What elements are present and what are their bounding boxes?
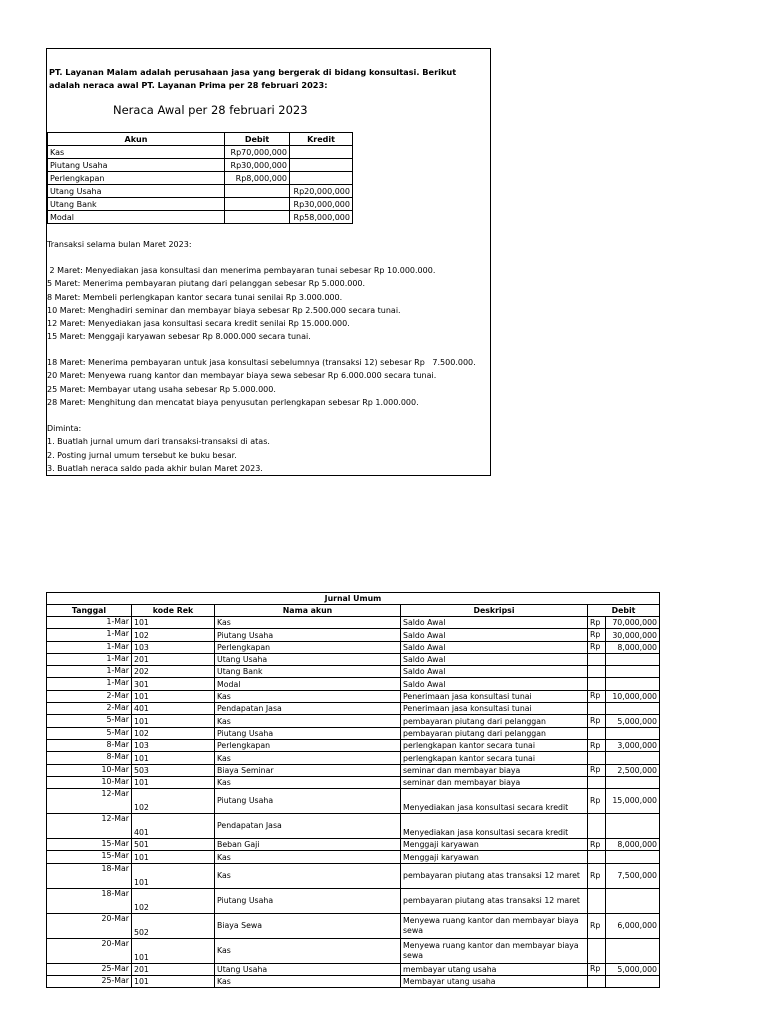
- diminta-line: 1. Buatlah jurnal umum dari transaksi-transaksi di atas.: [47, 437, 270, 447]
- journal-debit: [606, 976, 660, 988]
- journal-nama: Perlengkapan: [215, 641, 401, 653]
- neraca-debit: Rp70,000,000: [225, 146, 290, 159]
- table-row: [47, 789, 660, 814]
- table-row: [47, 690, 660, 702]
- journal-debit: [606, 727, 660, 739]
- journal-tanggal: 15-Mar: [47, 851, 132, 863]
- journal-kode: 101: [132, 690, 215, 702]
- journal-deskripsi: Menyewa ruang kantor dan membayar biaya sewa: [401, 938, 588, 963]
- journal-rp: [588, 727, 606, 739]
- transactions-heading: Transaksi selama bulan Maret 2023:: [47, 240, 192, 249]
- journal-nama: Kas: [215, 617, 401, 629]
- journal-rp: Rp: [588, 839, 606, 851]
- journal-deskripsi: pembayaran piutang dari pelanggan: [401, 715, 588, 727]
- journal-debit: [606, 703, 660, 715]
- journal-kode: 103: [132, 739, 215, 751]
- journal-header-kode: kode Rek: [132, 605, 215, 617]
- diminta-list: [47, 422, 270, 475]
- journal-kode: 401: [132, 703, 215, 715]
- neraca-kredit: [290, 172, 353, 185]
- neraca-kredit: Rp20,000,000: [290, 185, 353, 198]
- journal-header-tanggal: Tanggal: [47, 605, 132, 617]
- journal-nama: Piutang Usaha: [215, 888, 401, 913]
- neraca-title: Neraca Awal per 28 februari 2023: [113, 103, 308, 117]
- journal-rp: [588, 814, 606, 839]
- journal-nama: Utang Usaha: [215, 653, 401, 665]
- journal-rp: [588, 752, 606, 764]
- journal-deskripsi: perlengkapan kantor secara tunai: [401, 752, 588, 764]
- journal-kode: 103: [132, 641, 215, 653]
- journal-kode: 102: [132, 727, 215, 739]
- neraca-kredit: [290, 146, 353, 159]
- journal-tanggal: 10-Mar: [47, 776, 132, 788]
- journal-tanggal: 15-Mar: [47, 839, 132, 851]
- journal-kode: 201: [132, 653, 215, 665]
- neraca-debit: Rp30,000,000: [225, 159, 290, 172]
- journal-rp: [588, 666, 606, 678]
- journal-header-row: [47, 605, 660, 617]
- neraca-header-row: [48, 133, 353, 146]
- journal-tanggal: 2-Mar: [47, 703, 132, 715]
- transaction-line: 28 Maret: Menghitung dan mencatat biaya penyusutan perlengkapan sebesar Rp 1.000.000.: [47, 397, 419, 407]
- neraca-debit: [225, 185, 290, 198]
- journal-header-nama: Nama akun: [215, 605, 401, 617]
- table-row: [47, 888, 660, 913]
- journal-nama: Biaya Sewa: [215, 913, 401, 938]
- journal-nama: Kas: [215, 976, 401, 988]
- journal-tanggal: 1-Mar: [47, 666, 132, 678]
- journal-debit: 2,500,000: [606, 764, 660, 776]
- table-row: [47, 715, 660, 727]
- journal-rp: Rp: [588, 739, 606, 751]
- journal-deskripsi: Saldo Awal: [401, 678, 588, 690]
- journal-tanggal: 8-Mar: [47, 739, 132, 751]
- transaction-line: 18 Maret: Menerima pembayaran untuk jasa konsultasi sebelumnya (transaksi 12) sebesar Rp 7.500.000.: [47, 358, 476, 367]
- journal-deskripsi: membayar utang usaha: [401, 963, 588, 975]
- table-row: [47, 863, 660, 888]
- neraca-row: [48, 211, 353, 224]
- journal-tanggal: 1-Mar: [47, 641, 132, 653]
- journal-title: Jurnal Umum: [47, 593, 660, 605]
- journal-deskripsi: Menyewa ruang kantor dan membayar biaya sewa: [401, 913, 588, 938]
- journal-deskripsi: Penerimaan jasa konsultasi tunai: [401, 690, 588, 702]
- journal-tanggal: 1-Mar: [47, 678, 132, 690]
- journal-kode: 102: [132, 888, 215, 913]
- neraca-kredit: Rp30,000,000: [290, 198, 353, 211]
- transaction-line: 15 Maret: Menggaji karyawan sebesar Rp 8.000.000 secara tunai.: [47, 332, 311, 342]
- table-row: [47, 764, 660, 776]
- transaction-line: 2 Maret: Menyediakan jasa konsultasi dan menerima pembayaran tunai sebesar Rp 10.000.000.: [47, 266, 436, 275]
- journal-nama: Kas: [215, 851, 401, 863]
- journal-nama: Piutang Usaha: [215, 629, 401, 641]
- journal-header-deskripsi: Deskripsi: [401, 605, 588, 617]
- table-row: [47, 851, 660, 863]
- journal-deskripsi: Menyediakan jasa konsultasi secara kredit: [401, 789, 588, 814]
- journal-tanggal: 1-Mar: [47, 617, 132, 629]
- journal-kode: 101: [132, 851, 215, 863]
- journal-rp: [588, 938, 606, 963]
- journal-tanggal: 8-Mar: [47, 752, 132, 764]
- journal-debit: [606, 814, 660, 839]
- journal-debit: [606, 776, 660, 788]
- journal-tanggal: 12-Mar: [47, 814, 132, 839]
- journal-tanggal: 12-Mar: [47, 789, 132, 814]
- journal-tanggal: 20-Mar: [47, 938, 132, 963]
- journal-nama: Biaya Seminar: [215, 764, 401, 776]
- journal-deskripsi: perlengkapan kantor secara tunai: [401, 739, 588, 751]
- journal-debit: 8,000,000: [606, 641, 660, 653]
- journal-debit: [606, 888, 660, 913]
- journal-rp: [588, 703, 606, 715]
- journal-kode: 101: [132, 776, 215, 788]
- journal-table: [46, 592, 660, 988]
- neraca-akun: Utang Bank: [48, 198, 225, 211]
- journal-deskripsi: Menggaji karyawan: [401, 851, 588, 863]
- journal-nama: Piutang Usaha: [215, 727, 401, 739]
- journal-kode: 301: [132, 678, 215, 690]
- journal-nama: Kas: [215, 863, 401, 888]
- neraca-row: [48, 172, 353, 185]
- table-row: [47, 976, 660, 988]
- journal-kode: 102: [132, 789, 215, 814]
- journal-tanggal: 2-Mar: [47, 690, 132, 702]
- transactions-list-1: [47, 264, 435, 344]
- neraca-row: [48, 159, 353, 172]
- table-row: [47, 963, 660, 975]
- neraca-debit: [225, 198, 290, 211]
- journal-kode: 503: [132, 764, 215, 776]
- journal-nama: Perlengkapan: [215, 739, 401, 751]
- journal-rp: Rp: [588, 913, 606, 938]
- neraca-row: [48, 185, 353, 198]
- table-row: [47, 938, 660, 963]
- table-row: [47, 641, 660, 653]
- journal-nama: Utang Usaha: [215, 963, 401, 975]
- journal-nama: Beban Gaji: [215, 839, 401, 851]
- journal-nama: Kas: [215, 776, 401, 788]
- table-row: [47, 666, 660, 678]
- neraca-kredit: [290, 159, 353, 172]
- table-row: [47, 703, 660, 715]
- journal-tanggal: 18-Mar: [47, 888, 132, 913]
- transaction-line: 12 Maret: Menyediakan jasa konsultasi secara kredit senilai Rp 15.000.000.: [47, 319, 350, 329]
- journal-nama: Kas: [215, 938, 401, 963]
- journal-rp: Rp: [588, 863, 606, 888]
- journal-debit: 3,000,000: [606, 739, 660, 751]
- journal-deskripsi: pembayaran piutang dari pelanggan: [401, 727, 588, 739]
- transaction-line: 5 Maret: Menerima pembayaran piutang dari pelanggan sebesar Rp 5.000.000.: [47, 279, 366, 289]
- journal-tanggal: 1-Mar: [47, 653, 132, 665]
- journal-debit: [606, 666, 660, 678]
- journal-tanggal: 18-Mar: [47, 863, 132, 888]
- journal-rp: Rp: [588, 764, 606, 776]
- table-row: [47, 629, 660, 641]
- neraca-akun: Perlengkapan: [48, 172, 225, 185]
- journal-debit: [606, 752, 660, 764]
- neraca-table: [47, 132, 353, 224]
- journal-tanggal: 25-Mar: [47, 963, 132, 975]
- journal-header-debit: Debit: [588, 605, 660, 617]
- neraca-akun: Modal: [48, 211, 225, 224]
- table-row: [47, 839, 660, 851]
- table-row: [47, 678, 660, 690]
- journal-debit: 70,000,000: [606, 617, 660, 629]
- table-row: [47, 653, 660, 665]
- journal-kode: 201: [132, 963, 215, 975]
- journal-rp: Rp: [588, 690, 606, 702]
- neraca-header-akun: Akun: [48, 133, 225, 146]
- journal-kode: 102: [132, 629, 215, 641]
- journal-tanggal: 25-Mar: [47, 976, 132, 988]
- journal-rp: Rp: [588, 715, 606, 727]
- journal-deskripsi: pembayaran piutang atas transaksi 12 maret: [401, 863, 588, 888]
- journal-kode: 101: [132, 976, 215, 988]
- journal-deskripsi: Saldo Awal: [401, 617, 588, 629]
- neraca-header-kredit: Kredit: [290, 133, 353, 146]
- journal-tanggal: 5-Mar: [47, 727, 132, 739]
- table-row: [47, 739, 660, 751]
- table-row: [47, 727, 660, 739]
- transaction-line: 10 Maret: Menghadiri seminar dan membayar biaya sebesar Rp 2.500.000 secara tunai.: [47, 305, 401, 315]
- journal-debit: [606, 653, 660, 665]
- journal-nama: Kas: [215, 690, 401, 702]
- journal-tanggal: 10-Mar: [47, 764, 132, 776]
- journal-debit: 10,000,000: [606, 690, 660, 702]
- journal-tanggal: 5-Mar: [47, 715, 132, 727]
- journal-rp: Rp: [588, 641, 606, 653]
- journal-debit: 7,500,000: [606, 863, 660, 888]
- journal-deskripsi: Menggaji karyawan: [401, 839, 588, 851]
- journal-rp: [588, 678, 606, 690]
- journal-kode: 101: [132, 863, 215, 888]
- neraca-debit: [225, 211, 290, 224]
- journal-deskripsi: seminar dan membayar biaya: [401, 764, 588, 776]
- journal-deskripsi: pembayaran piutang atas transaksi 12 maret: [401, 888, 588, 913]
- journal-deskripsi: Membayar utang usaha: [401, 976, 588, 988]
- journal-debit: [606, 678, 660, 690]
- journal-rp: Rp: [588, 789, 606, 814]
- journal-debit: 6,000,000: [606, 913, 660, 938]
- journal-deskripsi: Saldo Awal: [401, 629, 588, 641]
- journal-kode: 101: [132, 752, 215, 764]
- neraca-akun: Piutang Usaha: [48, 159, 225, 172]
- journal-rp: [588, 653, 606, 665]
- journal-nama: Piutang Usaha: [215, 789, 401, 814]
- journal-rp: [588, 851, 606, 863]
- journal-tanggal: 20-Mar: [47, 913, 132, 938]
- journal-debit: [606, 938, 660, 963]
- problem-box: [46, 48, 491, 476]
- transaction-line: 25 Maret: Membayar utang usaha sebesar Rp 5.000.000.: [47, 384, 276, 394]
- journal-deskripsi: Saldo Awal: [401, 666, 588, 678]
- table-row: [47, 776, 660, 788]
- neraca-akun: Kas: [48, 146, 225, 159]
- journal-deskripsi: Saldo Awal: [401, 641, 588, 653]
- journal-deskripsi: Menyediakan jasa konsultasi secara kredit: [401, 814, 588, 839]
- table-row: [47, 752, 660, 764]
- journal-tanggal: 1-Mar: [47, 629, 132, 641]
- journal-kode: 501: [132, 839, 215, 851]
- journal-rp: Rp: [588, 963, 606, 975]
- journal-kode: 502: [132, 913, 215, 938]
- neraca-row: [48, 146, 353, 159]
- journal-kode: 101: [132, 617, 215, 629]
- journal-debit: [606, 851, 660, 863]
- journal-nama: Modal: [215, 678, 401, 690]
- neraca-row: [48, 198, 353, 211]
- journal-nama: Kas: [215, 752, 401, 764]
- journal-rp: Rp: [588, 617, 606, 629]
- journal-nama: Pendapatan Jasa: [215, 703, 401, 715]
- diminta-line: Diminta:: [47, 424, 82, 433]
- journal-debit: 15,000,000: [606, 789, 660, 814]
- journal-nama: Kas: [215, 715, 401, 727]
- journal-debit: 5,000,000: [606, 715, 660, 727]
- journal-kode: 101: [132, 938, 215, 963]
- journal-debit: 30,000,000: [606, 629, 660, 641]
- neraca-debit: Rp8,000,000: [225, 172, 290, 185]
- table-row: [47, 617, 660, 629]
- journal-kode: 202: [132, 666, 215, 678]
- journal-rp: [588, 976, 606, 988]
- neraca-header-debit: Debit: [225, 133, 290, 146]
- journal-rp: Rp: [588, 629, 606, 641]
- intro-text: PT. Layanan Malam adalah perusahaan jasa yang bergerak di bidang konsultasi. Berikut adalah neraca awal PT. Layanan Prima per 28 februari 2023:: [49, 67, 457, 90]
- journal-kode: 401: [132, 814, 215, 839]
- diminta-line: 3. Buatlah neraca saldo pada akhir bulan Maret 2023.: [47, 463, 263, 473]
- table-row: [47, 814, 660, 839]
- journal-deskripsi: seminar dan membayar biaya: [401, 776, 588, 788]
- transactions-list-2: [47, 356, 476, 409]
- neraca-akun: Utang Usaha: [48, 185, 225, 198]
- journal-debit: 8,000,000: [606, 839, 660, 851]
- journal-kode: 101: [132, 715, 215, 727]
- journal-nama: Pendapatan Jasa: [215, 814, 401, 839]
- journal-deskripsi: Saldo Awal: [401, 653, 588, 665]
- transaction-line: 8 Maret: Membeli perlengkapan kantor secara tunai senilai Rp 3.000.000.: [47, 292, 343, 302]
- diminta-line: 2. Posting jurnal umum tersebut ke buku besar.: [47, 450, 237, 460]
- table-row: [47, 913, 660, 938]
- journal-debit: 5,000,000: [606, 963, 660, 975]
- transaction-line: 20 Maret: Menyewa ruang kantor dan membayar biaya sewa sebesar Rp 6.000.000 secara tunai.: [47, 371, 437, 381]
- journal-rp: [588, 776, 606, 788]
- neraca-kredit: Rp58,000,000: [290, 211, 353, 224]
- journal-deskripsi: Penerimaan jasa konsultasi tunai: [401, 703, 588, 715]
- journal-rp: [588, 888, 606, 913]
- journal-nama: Utang Bank: [215, 666, 401, 678]
